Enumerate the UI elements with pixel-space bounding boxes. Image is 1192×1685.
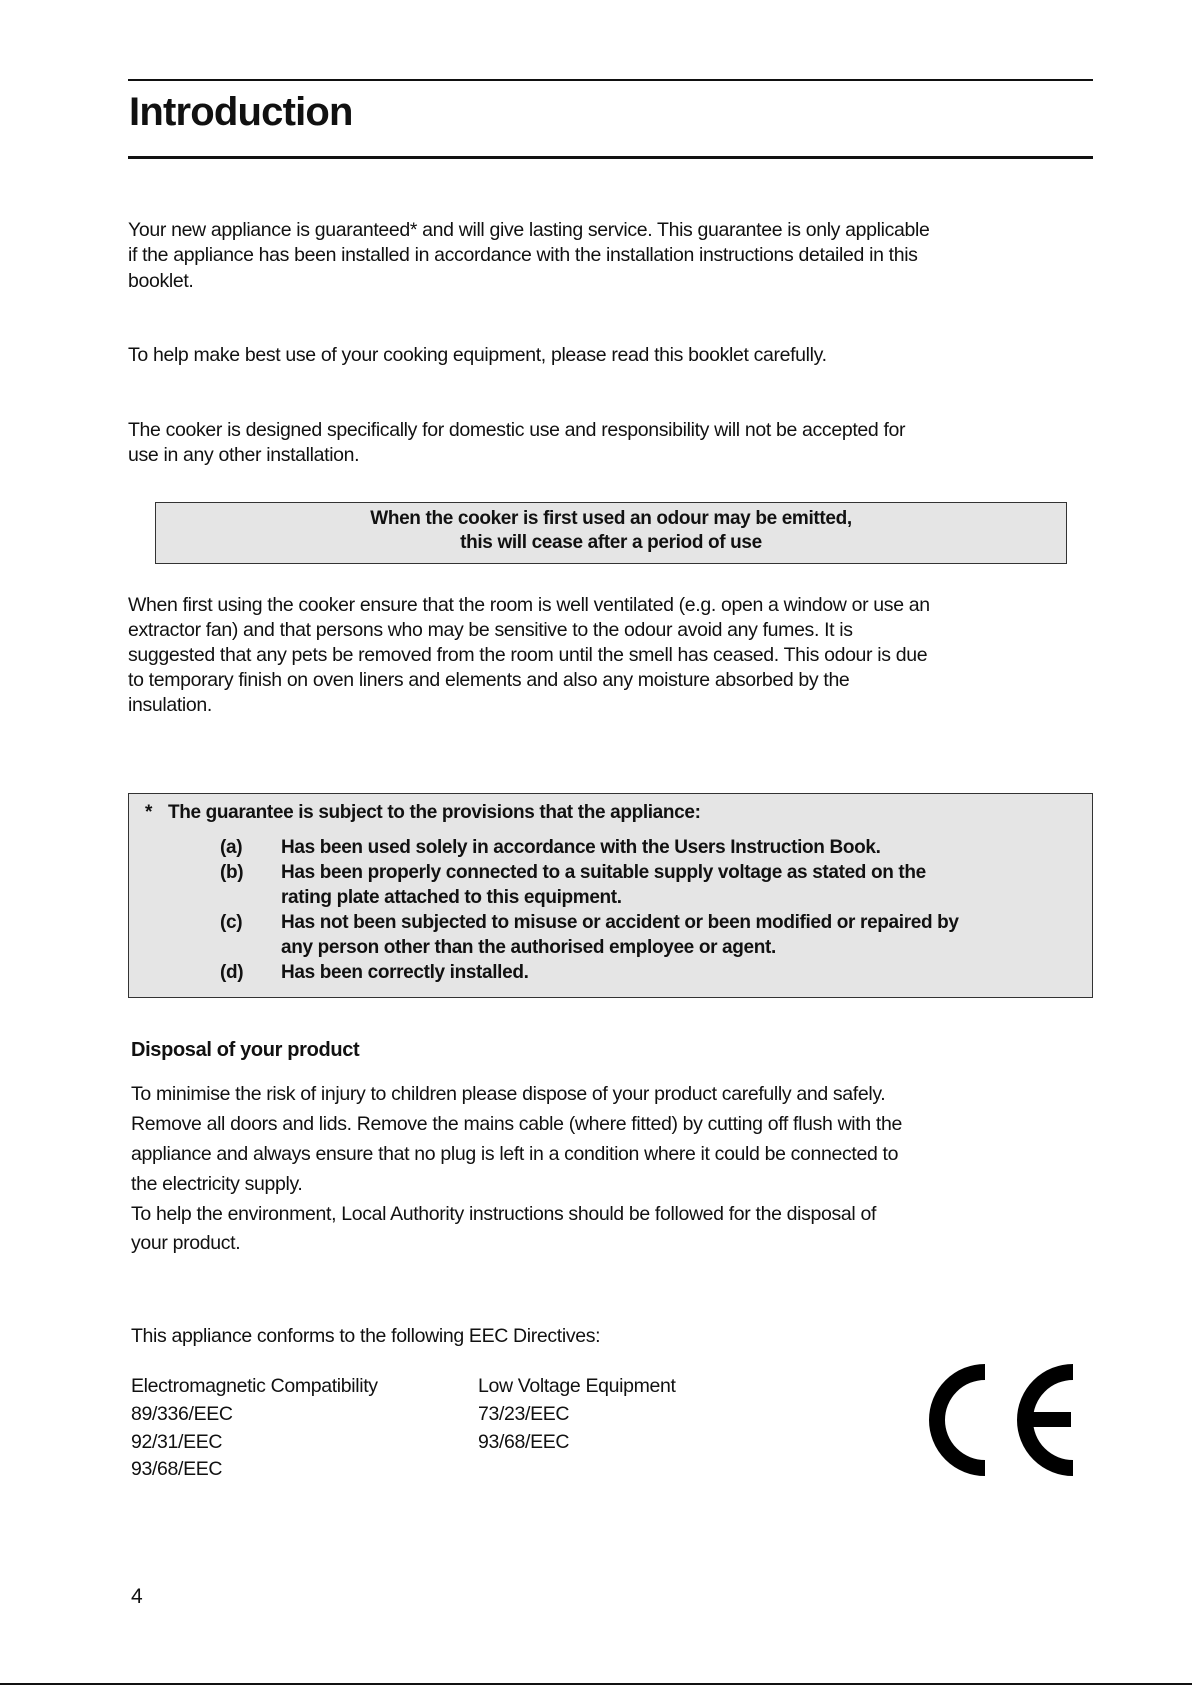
item-text: rating plate attached to this equipment.: [281, 887, 622, 908]
item-text: any person other than the authorised employee or agent.: [281, 937, 776, 958]
directives-intro: This appliance conforms to the following EEC Directives:: [131, 1325, 601, 1347]
intro-paragraph-line: if the appliance has been installed in accordance with the installation instructions detailed in this: [128, 244, 918, 266]
item-text: Has been used solely in accordance with the Users Instruction Book.: [281, 837, 881, 858]
guarantee-conditions-box: [128, 793, 1093, 998]
intro-paragraph-line: booklet.: [128, 270, 194, 292]
directive-column-heading: Low Voltage Equipment: [478, 1375, 676, 1397]
item-text: Has not been subjected to misuse or accident or been modified or repaired by: [281, 912, 959, 933]
item-label: (d): [220, 962, 244, 983]
disposal-line: To minimise the risk of injury to children please dispose of your product carefully and safely.: [131, 1083, 886, 1105]
item-label: (b): [220, 862, 244, 883]
directive-item: 73/23/EEC: [478, 1403, 570, 1425]
item-text: Has been properly connected to a suitable supply voltage as stated on the: [281, 862, 926, 883]
directive-column-heading: Electromagnetic Compatibility: [131, 1375, 378, 1397]
ventilation-paragraph-line: When first using the cooker ensure that the room is well ventilated (e.g. open a window or use an: [128, 594, 930, 616]
ventilation-paragraph-line: extractor fan) and that persons who may be sensitive to the odour avoid any fumes. It is: [128, 619, 853, 641]
directive-item: 92/31/EEC: [131, 1431, 223, 1453]
odour-notice-box: [155, 502, 1067, 564]
domestic-paragraph-line: use in any other installation.: [128, 444, 360, 466]
guarantee-heading: The guarantee is subject to the provisions that the appliance:: [168, 802, 701, 823]
disposal-line: To help the environment, Local Authority instructions should be followed for the disposal of: [131, 1203, 877, 1225]
disposal-line: the electricity supply.: [131, 1173, 303, 1195]
intro-paragraph-line: Your new appliance is guaranteed* and will give lasting service. This guarantee is only applicable: [128, 219, 930, 241]
directive-item: 89/336/EEC: [131, 1403, 233, 1425]
disposal-line: appliance and always ensure that no plug is left in a condition where it could be connected to: [131, 1143, 899, 1165]
ventilation-paragraph-line: suggested that any pets be removed from the room until the smell has ceased. This odour is due: [128, 644, 928, 666]
disposal-line: Remove all doors and lids. Remove the mains cable (where fitted) by cutting off flush with the: [131, 1113, 902, 1135]
directive-item: 93/68/EEC: [131, 1458, 223, 1480]
odour-notice-line: this will cease after a period of use: [460, 532, 762, 553]
page-title: Introduction: [129, 90, 353, 134]
ventilation-paragraph-line: insulation.: [128, 694, 212, 716]
disposal-line: your product.: [131, 1232, 241, 1254]
item-label: (c): [220, 912, 243, 933]
item-text: Has been correctly installed.: [281, 962, 529, 983]
page-number: 4: [131, 1585, 143, 1608]
ventilation-paragraph-line: to temporary finish on oven liners and elements and also any moisture absorbed by the: [128, 669, 850, 691]
odour-notice-line: When the cooker is first used an odour may be emitted,: [370, 508, 852, 529]
item-label: (a): [220, 837, 243, 858]
asterisk-mark: *: [145, 802, 153, 823]
title-rule: [128, 156, 1093, 159]
domestic-paragraph-line: The cooker is designed specifically for domestic use and responsibility will not be accepted for: [128, 419, 906, 441]
disposal-heading: Disposal of your product: [131, 1039, 360, 1061]
directive-item: 93/68/EEC: [478, 1431, 570, 1453]
top-rule: [128, 79, 1093, 81]
usage-paragraph: To help make best use of your cooking equipment, please read this booklet carefully.: [128, 344, 827, 366]
ce-mark-icon: [925, 1364, 1085, 1476]
